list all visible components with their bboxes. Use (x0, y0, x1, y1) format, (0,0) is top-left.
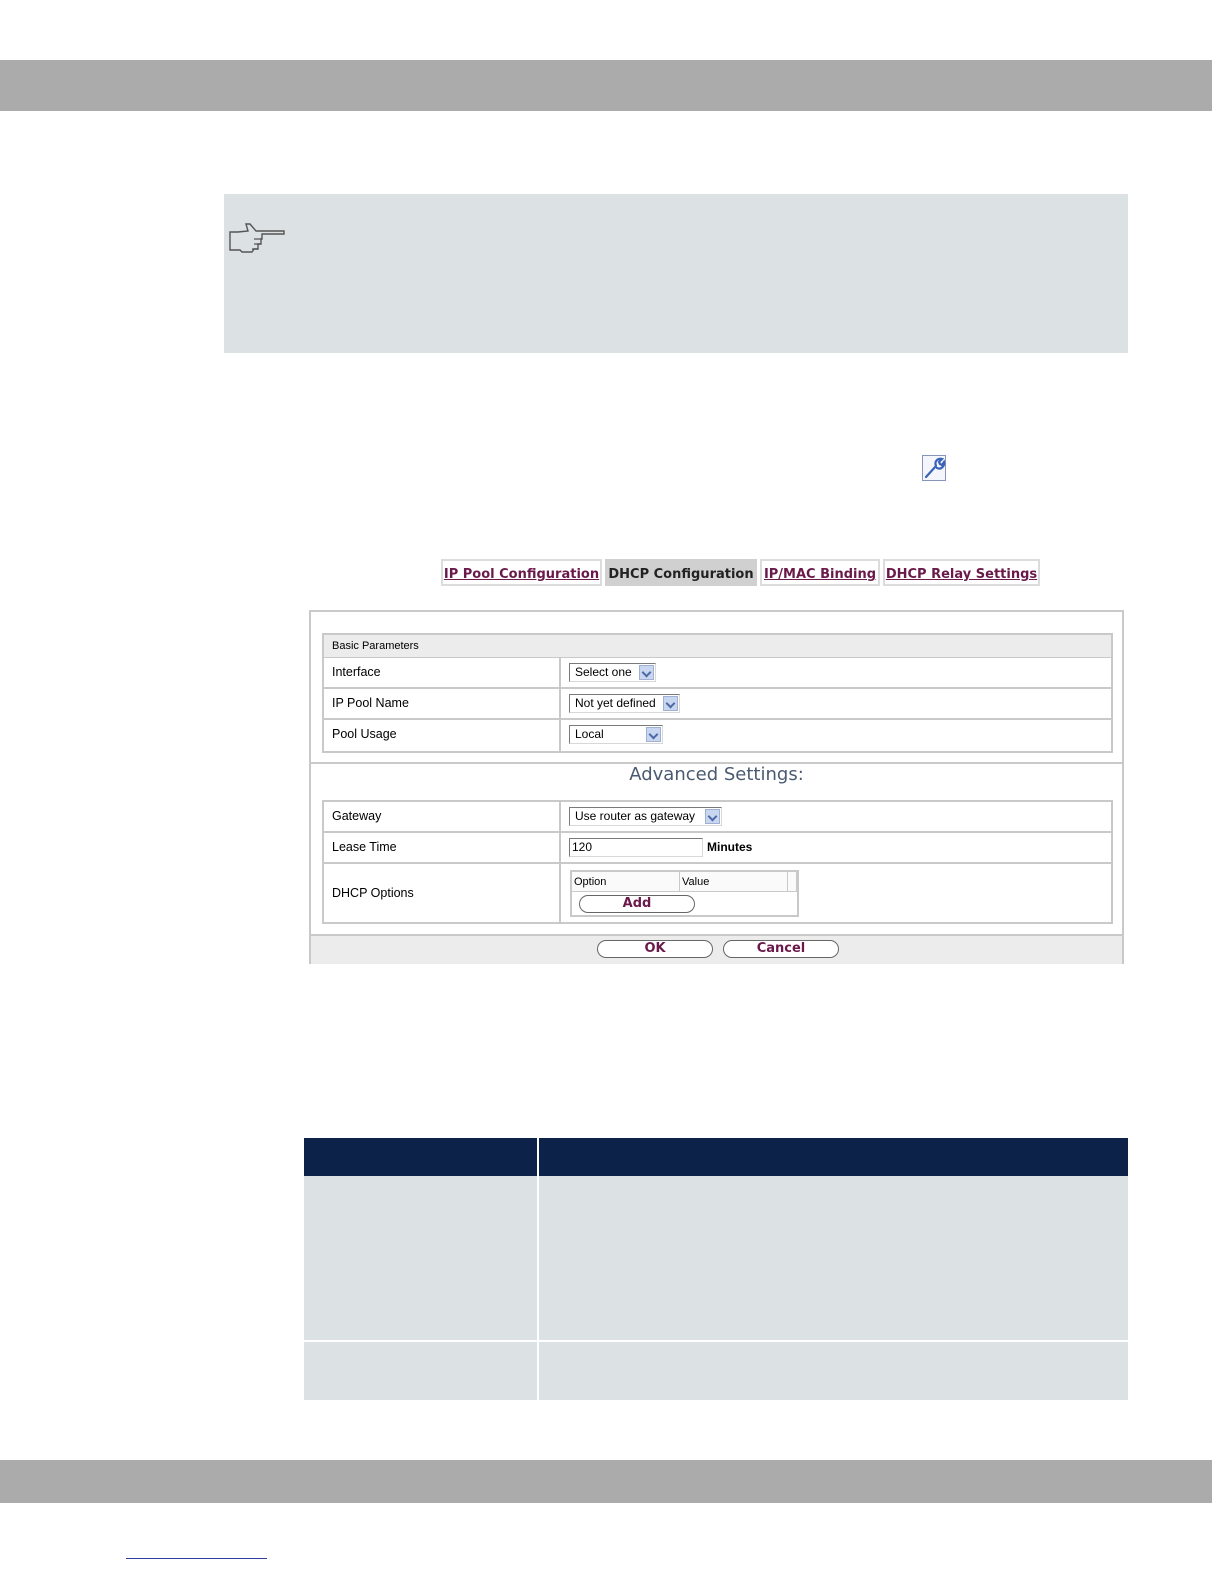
pointing-hand-icon (228, 220, 286, 254)
dhcp-config-dialog (309, 610, 1124, 964)
gateway-label: Gateway (332, 809, 382, 823)
dialog-footer (311, 934, 1122, 964)
tab-ip-pool-configuration[interactable] (441, 559, 602, 586)
add-option-button[interactable]: Add (579, 895, 695, 913)
pool-usage-label: Pool Usage (332, 727, 397, 741)
lease-time-label: Lease Time (332, 840, 397, 854)
pool-usage-value: Local (575, 727, 604, 741)
footnote-rule (126, 1558, 267, 1559)
pool-usage-row (324, 720, 1111, 751)
advanced-settings-title: Advanced Settings: (629, 764, 804, 785)
lease-time-input[interactable]: 120 (569, 838, 703, 857)
section-title: Basic Parameters (324, 635, 1111, 658)
ip-pool-name-select[interactable] (569, 694, 680, 713)
chevron-down-icon[interactable] (705, 809, 720, 824)
interface-value: Select one (575, 665, 632, 679)
tab-label[interactable]: IP Pool Configuration (443, 567, 600, 582)
basic-parameters-section (322, 633, 1113, 753)
column-scroll-spacer (788, 872, 797, 892)
table-header-row (304, 1138, 1128, 1176)
value-column-header: Value (680, 872, 788, 892)
interface-row (324, 658, 1111, 689)
dhcp-options-row (324, 864, 1111, 922)
parameter-table (304, 1138, 1128, 1400)
ip-pool-name-value: Not yet defined (575, 696, 656, 710)
chevron-down-icon[interactable] (639, 665, 654, 680)
table-cell (538, 1176, 1128, 1341)
gateway-row (324, 802, 1111, 833)
tab-label[interactable]: DHCP Relay Settings (885, 567, 1038, 582)
header-bar (0, 60, 1212, 111)
gateway-value: Use router as gateway (575, 809, 696, 823)
table-header-cell (304, 1138, 538, 1176)
footer-bar (0, 1460, 1212, 1503)
table-row (304, 1176, 1128, 1341)
dhcp-options-label: DHCP Options (332, 886, 414, 900)
table-cell (304, 1341, 538, 1400)
interface-select[interactable] (569, 663, 656, 682)
chevron-down-icon[interactable] (663, 696, 678, 711)
table-row (304, 1341, 1128, 1400)
ip-pool-name-row (324, 689, 1111, 720)
tab-dhcp-configuration[interactable] (605, 559, 757, 586)
tab-label: DHCP Configuration (608, 567, 754, 582)
lease-time-row (324, 833, 1111, 864)
option-column-header: Option (572, 872, 680, 892)
table-header-cell (538, 1138, 1128, 1176)
dhcp-options-table (570, 870, 799, 917)
advanced-settings-section (322, 800, 1113, 924)
table-cell (304, 1176, 538, 1341)
pool-usage-select[interactable] (569, 725, 663, 744)
chevron-down-icon[interactable] (646, 727, 661, 742)
lease-time-unit: Minutes (707, 840, 753, 854)
table-cell (538, 1341, 1128, 1400)
note-box (224, 194, 1128, 353)
cancel-button[interactable]: Cancel (723, 940, 839, 958)
ip-pool-name-label: IP Pool Name (332, 696, 409, 710)
tab-label[interactable]: IP/MAC Binding (763, 567, 877, 582)
tab-dhcp-relay-settings[interactable] (883, 559, 1040, 586)
ok-button[interactable]: OK (597, 940, 713, 958)
tab-ip-mac-binding[interactable] (760, 559, 880, 586)
interface-label: Interface (332, 665, 381, 679)
gateway-select[interactable] (569, 807, 722, 826)
wrench-icon[interactable] (922, 455, 946, 481)
